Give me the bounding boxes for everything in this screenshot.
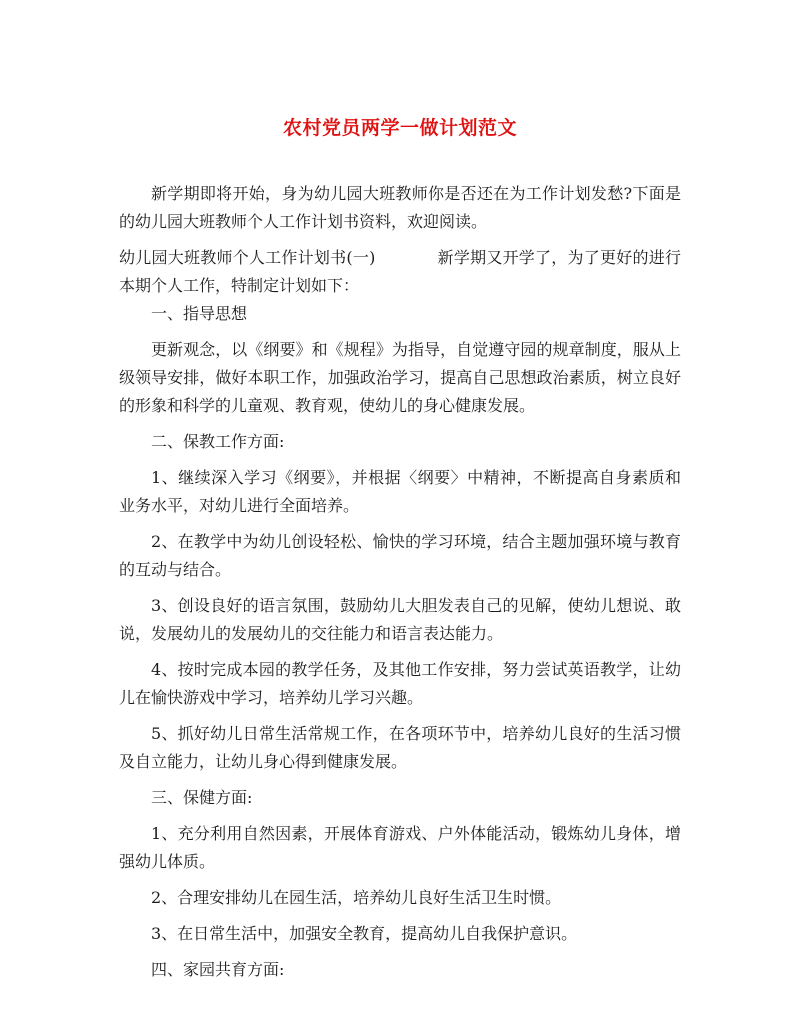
list-item: 5、抓好幼儿日常生活常规工作，在各项环节中，培养幼儿良好的生活习惯及自立能力，让幼儿身心得到健康发展。 [119, 724, 681, 771]
section-heading: 三、保健方面: [151, 788, 253, 807]
plan-intro: 新学期又开学了，为了更好的进行本期个人工作，特制定计划如下： [119, 248, 681, 295]
intro-paragraph: 新学期即将开始，身为幼儿园大班教师你是否还在为工作计划发愁?下面是的幼儿园大班教师个人工作计划书资料，欢迎阅读。 [119, 184, 681, 231]
list-item: 4、按时完成本园的教学任务，及其他工作安排，努力尝试英语教学，让幼儿在愉快游戏中学习，培养幼儿学习兴趣。 [119, 660, 681, 707]
plan-heading: 幼儿园大班教师个人工作计划书(一) [119, 248, 376, 267]
list-item: 2、合理安排幼儿在园生活，培养幼儿良好生活卫生时惯。 [151, 888, 562, 907]
section-paragraph: 更新观念，以《纲要》和《规程》为指导，自觉遵守园的规章制度，服从上级领导安排，做好本职工作，加强政治学习，提高自己思想政治素质，树立良好的形象和科学的儿童观、教育观，使幼儿的身心健康发展。 [119, 340, 681, 415]
list-item: 1、充分利用自然因素，开展体育游戏、户外体能活动，锻炼幼儿身体，增强幼儿体质。 [119, 824, 681, 871]
list-item: 3、创设良好的语言氛围，鼓励幼儿大胆发表自己的见解，使幼儿想说、敢说，发展幼儿的发展幼儿的交往能力和语言表达能力。 [119, 596, 681, 643]
document-title: 农村党员两学一做计划范文 [282, 117, 517, 139]
plan-heading-line [119, 244, 681, 300]
list-item: 2、在教学中为幼儿创设轻松、愉快的学习环境，结合主题加强环境与教育的互动与结合。 [119, 532, 681, 579]
section-heading: 二、保教工作方面: [151, 432, 285, 451]
section-heading: 四、家园共育方面: [151, 960, 285, 979]
section-heading: 一、指导思想 [151, 304, 248, 323]
list-item: 1、继续深入学习《纲要》，并根据〈纲要〉中精神，不断提高自身素质和业务水平，对幼儿进行全面培养。 [119, 468, 681, 515]
document-body [119, 180, 681, 992]
list-item: 3、在日常生活中，加强安全教育，提高幼儿自我保护意识。 [151, 924, 578, 943]
